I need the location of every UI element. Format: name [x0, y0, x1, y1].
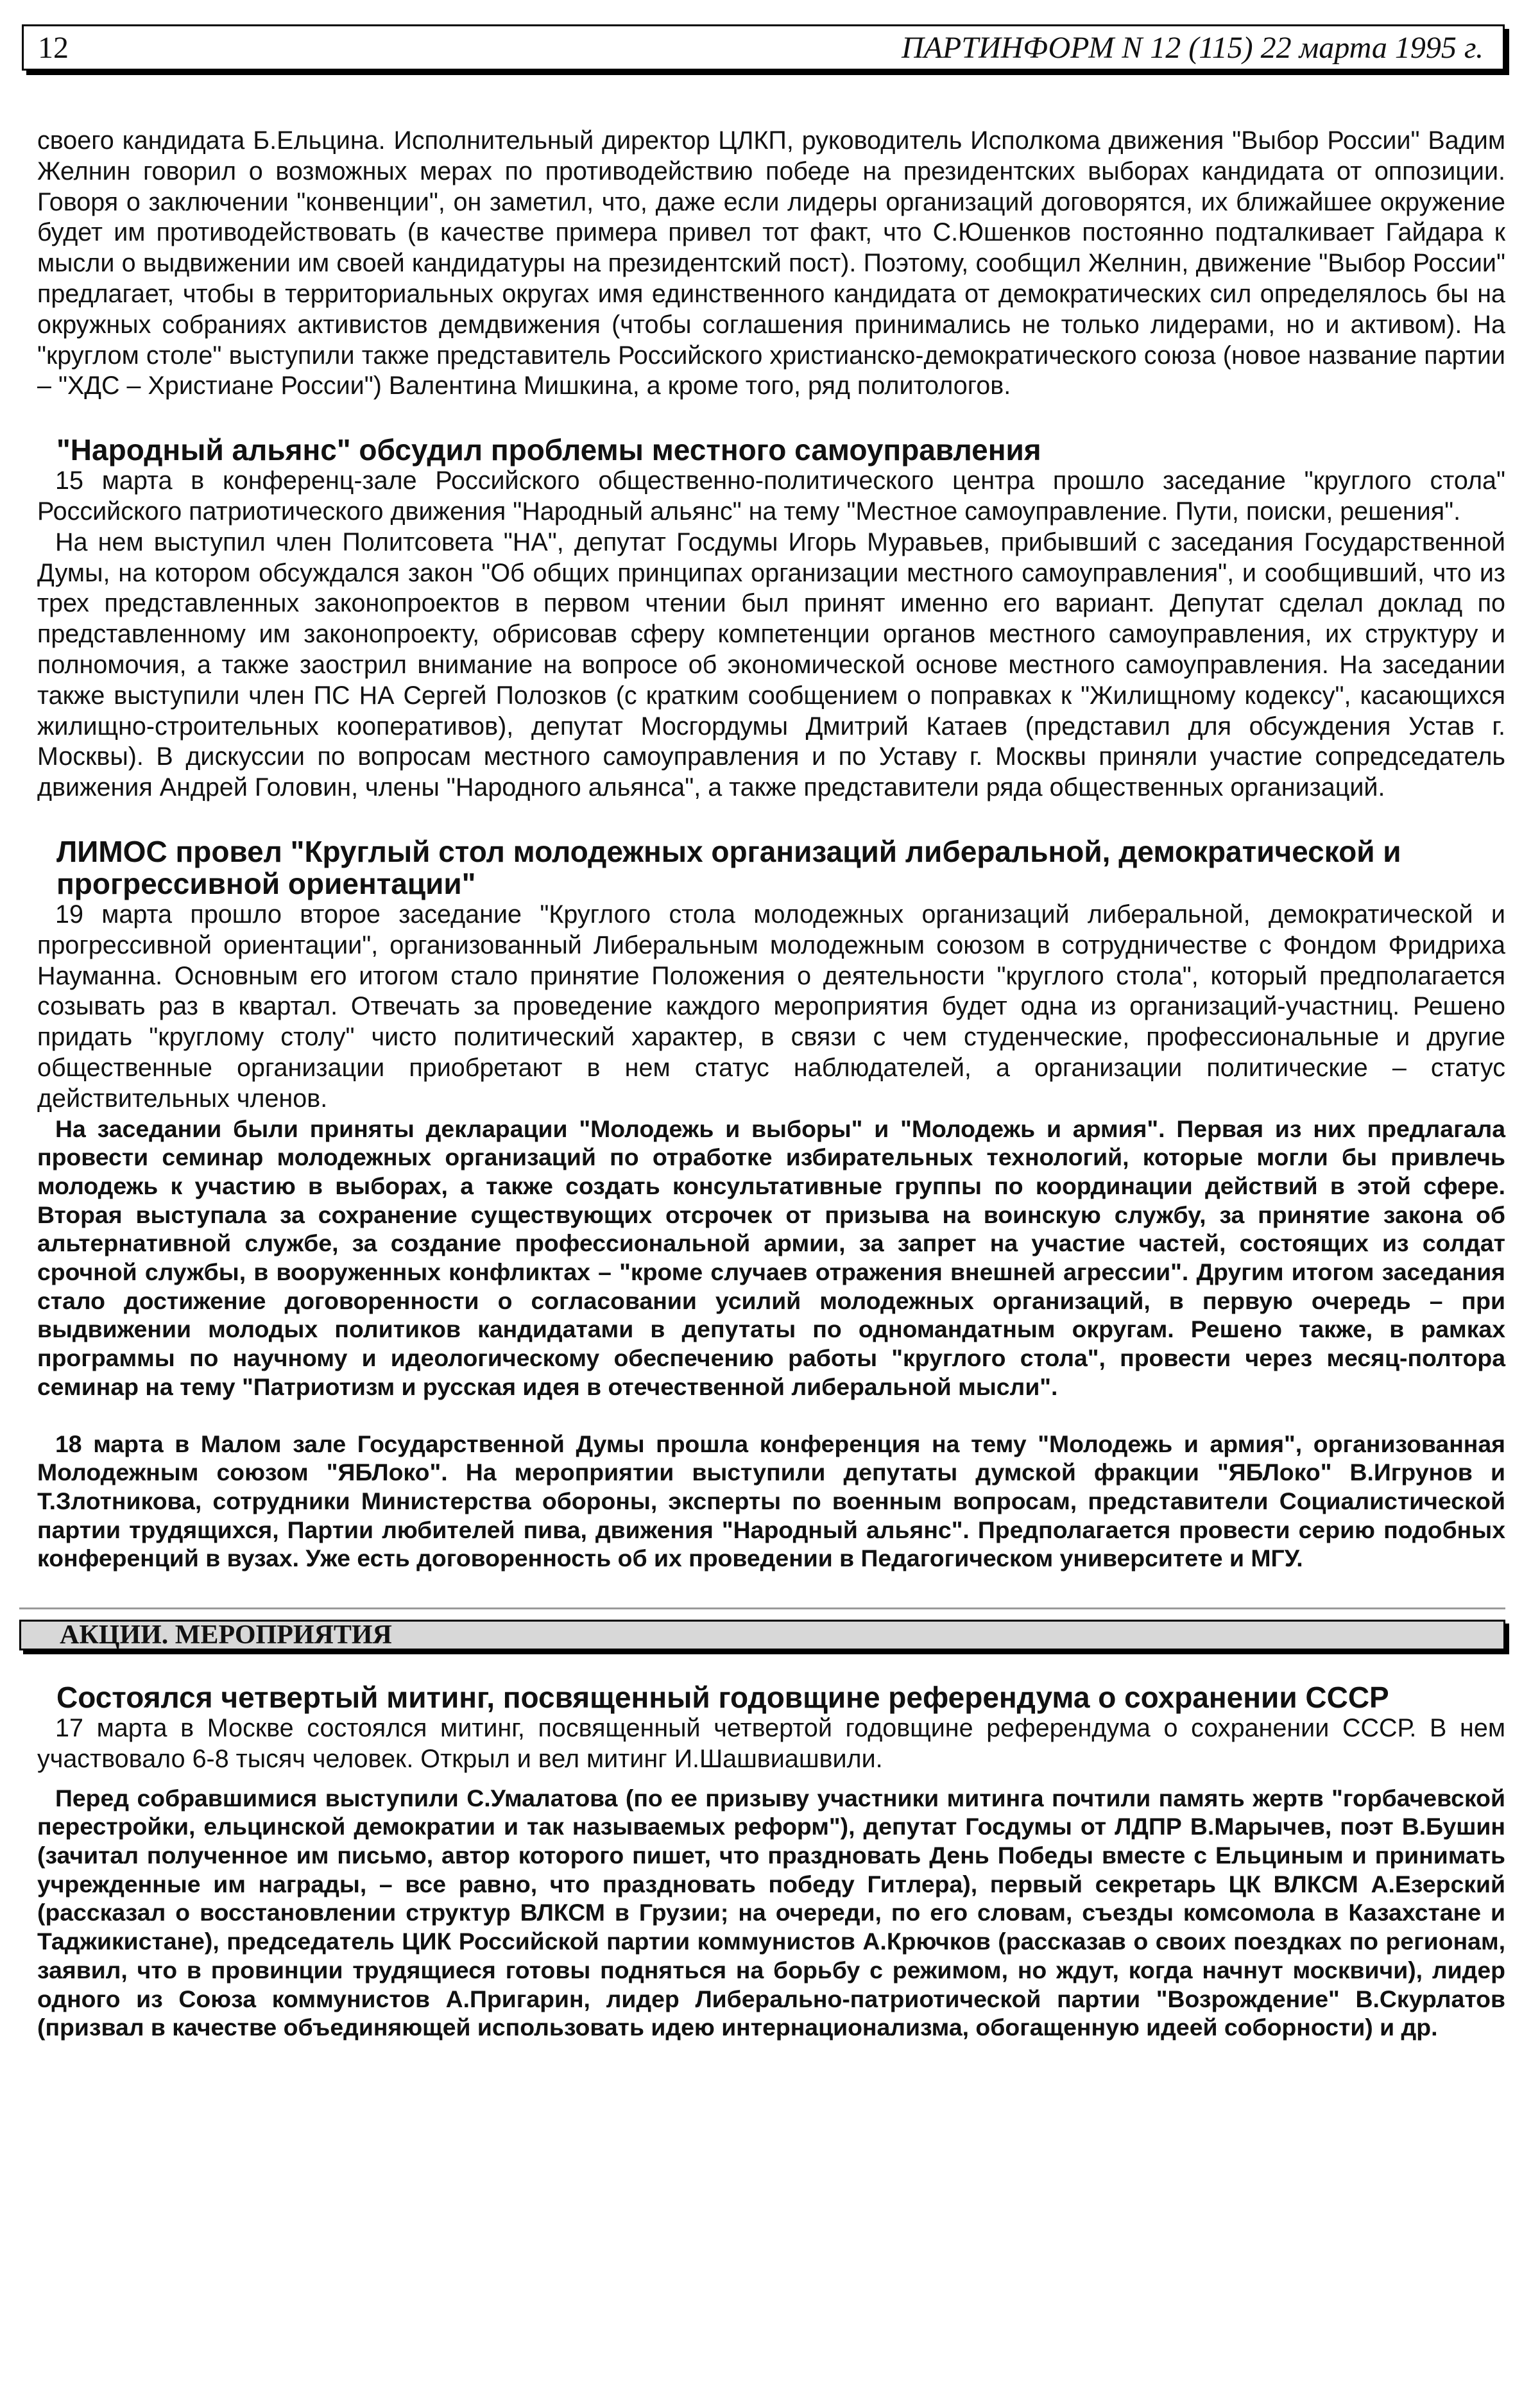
article-paragraph: На нем выступил член Политсовета "НА", депутат Госдумы Игорь Муравьев, прибывший с заседания Государственной Думы, на котором обсуждался закон "Об общих принципах организации местного самоуправления", и сообщивший, что из трех представленных законопроектов в первом чтении был принят именно его вариант. Депутат сделал доклад по представленному им законопроекту, обрисовав сферу компетенции органов местного самоуправления, их структуру и полномочия, а также заострил внимание на вопросе об экономической основе местного самоуправления. На заседании также выступили член ПС НА Сергей Полозков (с кратким сообщением о поправках к "Жилищному кодексу", касающихся жилищно-строительных кооперативов), депутат Мосгордумы Дмитрий Катаев (представил для обсуждения Устав г. Москвы). В дискуссии по вопросам местного самоуправления и по Уставу г. Москвы приняли участие сопредседатель движения Андрей Головин, члены "Народного альянса", а также представители ряда общественных организаций. [37, 527, 1505, 802]
page-content [37, 126, 1505, 2042]
issue-title: ПАРТИНФОРМ N 12 (115) 22 марта 1995 г. [901, 30, 1484, 65]
article-title-narodny-alyans: "Народный альянс" обсудил проблемы местного самоуправления [56, 433, 1041, 467]
article-paragraph: 15 марта в конференц-зале Российского общественно-политического центра прошло заседание "круглого стола" Российского патриотического движения "Народный альянс" на тему "Местное самоуправление. Пути, поиски, решения". [37, 467, 1505, 526]
section-divider [19, 1607, 1505, 1609]
article-paragraph-bold: Перед собравшимися выступили С.Умалатова (по ее призыву участники митинга почтили память жертв "горбачевской перестройки, ельцинской демократии и так называемых реформ"), депутат Госдумы от ЛДПР В.Марычев, поэт В.Бушин (зачитал полученное им письмо, автор которого пишет, что праздновать День Победы вместе с Ельциным и принимать учрежденные им награды, – все равно, что праздновать победу Гитлера), первый секретарь ЦК ВЛКСМ А.Езерский (рассказал о восстановлении структур ВЛКСМ в Грузии; на очереди, по его словам, съезды комсомола в Казахстане и Таджикистане), председатель ЦИК Российской партии коммунистов А.Крючков (рассказав о своих поездках по регионам, заявил, что в провинции трудящиеся готовы подняться на борьбу с режимом, но ждут, когда начнут москвичи), лидер одного из Союза коммунистов А.Пригарин, лидер Либерально-патриотической партии "Возрождение" В.Скурлатов (призвал в качестве объединяющей использовать идею интернационализма, обогащенную идеей соборности) и др. [37, 1784, 1505, 2041]
intro-paragraph: своего кандидата Б.Ельцина. Исполнительный директор ЦЛКП, руководитель Исполкома движения "Выбор России" Вадим Желнин говорил о возможных мерах по противодействию победе на президентских выборах кандидата от оппозиции. Говоря о заключении "конвенции", он заметил, что, даже если лидеры организаций договорятся, их ближайшее окружение будет им противодействовать (в качестве примера привел тот факт, что С.Юшенков постоянно подталкивает Гайдара к мысли о выдвижении им своей кандидатуры на президентский пост). Поэтому, сообщил Желнин, движение "Выбор России" предлагает, чтобы в территориальных округах имя единственного кандидата от демократических сил определялось бы на окружных собраниях активистов демдвижения (чтобы соглашения принимались не только лидерами, но и активом). На "круглом столе" выступили также представитель Российского христианско-демократического союза (новое название партии – "ХДС – Христиане России") Валентина Мишкина, а кроме того, ряд политологов. [37, 126, 1505, 400]
page-number: 12 [38, 30, 69, 65]
article-paragraph: 19 марта прошло второе заседание "Круглого стола молодежных организаций либеральной, демократической и прогрессивной ориентации", организованный Либеральным молодежным союзом в сотрудничестве с Фондом Фридриха Науманна. Основным его итогом стало принятие Положения о деятельности "круглого стола", который предполагается созывать раз в квартал. Отвечать за проведение каждого мероприятия будет одна из организаций-участниц. Решено придать "круглому столу" чисто политический характер, в связи с чем студенческие, профессиональные и другие общественные организации приобретают в нем статус наблюдателей, а организации политические – статус действительных членов. [37, 900, 1505, 1113]
page-header [22, 24, 1505, 71]
section-header [19, 1620, 1505, 1650]
article-paragraph-bold: На заседании были приняты декларации "Молодежь и выборы" и "Молодежь и армия". Первая из них предлагала провести семинар молодежных организаций по отработке избирательных технологий, которые могли бы привлечь молодежь к участию в выборах, а также создать консультативные группы по координации действий в этой сфере. Вторая выступала за сохранение существующих отсрочек от призыва на воинскую службу, за принятие закона об альтернативной службе, за создание профессиональной армии, за запрет на участие частей, состоящих из солдат срочной службы, в вооруженных конфликтах – "кроме случаев отражения внешней агрессии". Другим итогом заседания стало достижение договоренности о согласовании усилий молодежных организаций, в первую очередь – при выдвижении молодых политиков кандидатами в депутаты по одномандатным округам. Решено также, в рамках программы по научному и идеологическому обеспечению работы "круглого стола", провести через месяц-полтора семинар на тему "Патриотизм и русская идея в отечественной либеральной мысли". [37, 1115, 1505, 1400]
section-title: АКЦИИ. МЕРОПРИЯТИЯ [60, 1620, 392, 1650]
article-title-miting: Состоялся четвертый митинг, посвященный годовщине референдума о сохранении СССР [56, 1681, 1389, 1715]
article-paragraph-bold: 18 марта в Малом зале Государственной Думы прошла конференция на тему "Молодежь и армия", организованная Молодежным союзом "ЯБЛоко". На мероприятии выступили депутаты думской фракции "ЯБЛоко" В.Игрунов и Т.Злотникова, сотрудники Министерства обороны, эксперты по военным вопросам, представители Социалистической партии трудящихся, Партии любителей пива, движения "Народный альянс". Предполагается провести серию подобных конференций в вузах. Уже есть договоренность об их проведении в Педагогическом университете и МГУ. [37, 1430, 1505, 1572]
article-paragraph: 17 марта в Москве состоялся митинг, посвященный четвертой годовщине референдума о сохранении СССР. В нем участвовало 6-8 тысяч человек. Открыл и вел митинг И.Шашвиашвили. [37, 1714, 1505, 1773]
article-title-limos: ЛИМОС провел "Круглый стол молодежных организаций либеральной, демократической и прогрессивной ориентации" [56, 834, 1401, 900]
